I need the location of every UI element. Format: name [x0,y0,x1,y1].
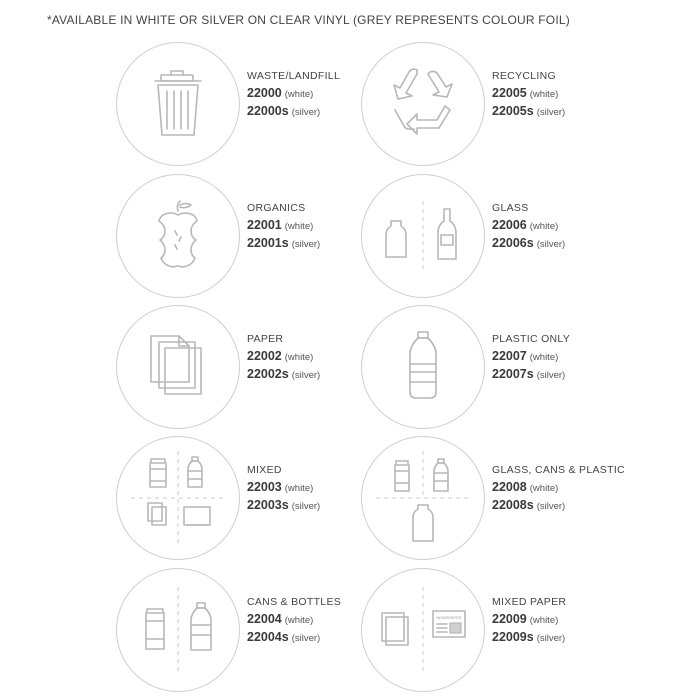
item-name: PLASTIC ONLY [492,333,571,345]
code-silver: 22003s [247,498,289,512]
code-white: 22005 [492,86,527,100]
code-silver: 22006s [492,236,534,250]
code-silver: 22008s [492,498,534,512]
silver-label: (silver) [291,633,321,644]
availability-note: *AVAILABLE IN WHITE OR SILVER ON CLEAR VINYL (GREY REPRESENTS COLOUR FOIL) [47,13,570,27]
recycle-icon [362,43,484,165]
item-glass-cans-plastic [361,436,651,560]
silver-label: (silver) [536,370,566,381]
silver-label: (silver) [291,501,321,512]
code-white: 22008 [492,480,527,494]
plastic-bottle-icon [362,306,484,428]
item-name: PAPER [247,333,284,345]
item-name: GLASS, CANS & PLASTIC [492,464,625,476]
glass-cans-plastic-icon [362,437,484,559]
code-white: 22003 [247,480,282,494]
code-silver: 22009s [492,630,534,644]
silver-label: (silver) [291,239,321,250]
white-label: (white) [529,352,559,363]
sign-circle [116,305,240,429]
code-white: 22004 [247,612,282,626]
item-recycling [361,42,651,166]
silver-label: (silver) [291,107,321,118]
sign-circle [116,568,240,692]
code-white: 22007 [492,349,527,363]
code-white: 22009 [492,612,527,626]
apple-core-icon [117,175,239,297]
white-label: (white) [529,89,559,100]
white-label: (white) [529,615,559,626]
sign-circle [116,436,240,560]
silver-label: (silver) [536,107,566,118]
item-name: MIXED [247,464,282,476]
code-silver: 22002s [247,367,289,381]
sign-circle [361,42,485,166]
mixed-paper-icon [362,569,484,691]
newspaper-masthead: NEWSPAPER [436,615,462,620]
glass-bottles-icon [362,175,484,297]
item-name: WASTE/LANDFILL [247,70,341,82]
code-silver: 22004s [247,630,289,644]
code-white: 22001 [247,218,282,232]
item-plastic-only [361,305,651,429]
silver-label: (silver) [291,370,321,381]
silver-label: (silver) [536,239,566,250]
white-label: (white) [529,221,559,232]
code-silver: 22005s [492,104,534,118]
white-label: (white) [284,483,314,494]
sign-circle [116,42,240,166]
item-name: GLASS [492,202,529,214]
white-label: (white) [529,483,559,494]
sign-circle [361,436,485,560]
item-name: CANS & BOTTLES [247,596,342,608]
silver-label: (silver) [536,501,566,512]
item-name: ORGANICS [247,202,306,214]
sign-circle [116,174,240,298]
code-white: 22006 [492,218,527,232]
item-name: RECYCLING [492,70,556,82]
code-silver: 22001s [247,236,289,250]
code-white: 22002 [247,349,282,363]
cans-bottles-icon [117,569,239,691]
code-silver: 22007s [492,367,534,381]
item-glass [361,174,651,298]
code-white: 22000 [247,86,282,100]
sign-circle [361,305,485,429]
mixed-recycling-icon [117,437,239,559]
white-label: (white) [284,615,314,626]
trash-bin-icon [117,43,239,165]
white-label: (white) [284,221,314,232]
sign-circle [361,568,485,692]
code-silver: 22000s [247,104,289,118]
white-label: (white) [284,352,314,363]
item-mixed-paper [361,568,651,692]
item-name: MIXED PAPER [492,596,567,608]
paper-stack-icon [117,306,239,428]
white-label: (white) [284,89,314,100]
sign-circle [361,174,485,298]
silver-label: (silver) [536,633,566,644]
